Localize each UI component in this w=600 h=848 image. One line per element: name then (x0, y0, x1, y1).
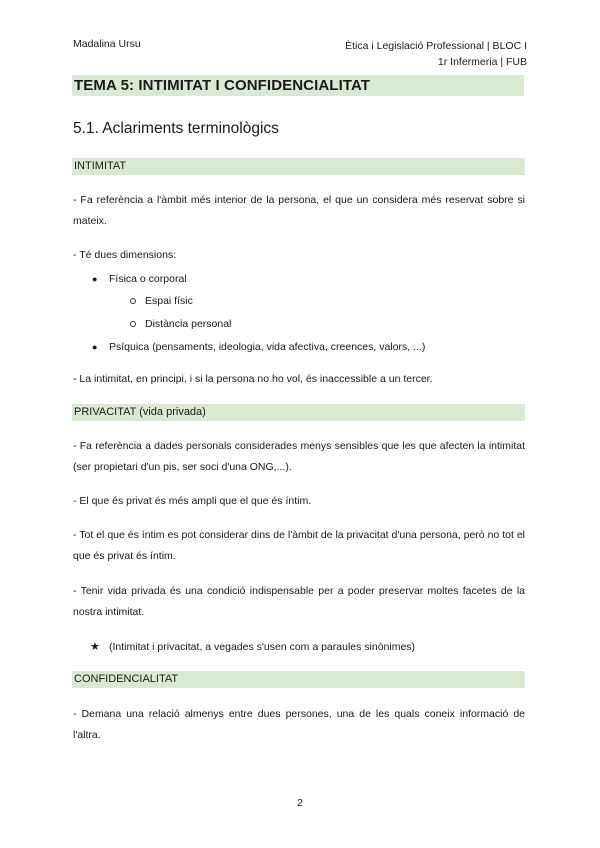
header-course-line2: 1r Infermeria | FUB (437, 56, 527, 68)
list-subitem-espai: Espai físic (145, 295, 193, 307)
privacitat-paragraph-3: - Tot el que és íntim es pot considerar dins de l'àmbit de la privacitat d'una persona, però no tot el que és privat és íntim. (73, 529, 525, 562)
intimitat-paragraph-2: - Té dues dimensions: (73, 249, 177, 261)
heading-confidencialitat: CONFIDENCIALITAT (72, 671, 525, 688)
header-course-line1: Ètica i Legislació Professional | BLOC I (345, 40, 527, 52)
privacitat-paragraph-2: - El que és privat és més ampli que el que és íntim. (73, 495, 312, 507)
section-subtitle: 5.1. Aclariments terminològics (73, 120, 279, 137)
intimitat-paragraph-1: - Fa referència a l'àmbit més interior de la persona, el que un considera més reservat sobre si mateix. (73, 194, 525, 227)
list-subitem-distancia: Distància personal (145, 318, 232, 330)
list-item-psiquica: Psíquica (pensaments, ideologia, vida afectiva, creences, valors, ...) (109, 341, 426, 353)
confidencialitat-paragraph-1: - Demana una relació almenys entre dues persones, una de les quals coneix informació de l'altra. (73, 708, 525, 741)
header-author: Madalina Ursu (73, 38, 141, 50)
circle-bullet-icon (130, 321, 136, 327)
page-title: TEMA 5: INTIMITAT I CONFIDENCIALITAT (72, 75, 524, 96)
page-number: 2 (297, 797, 303, 809)
privacitat-note: (Intimitat i privacitat, a vegades s'usen com a paraules sinònimes) (109, 641, 416, 653)
intimitat-paragraph-3: - La intimitat, en principi, i si la persona no ho vol, és inaccessible a un tercer. (73, 373, 433, 385)
privacitat-paragraph-4: - Tenir vida privada és una condició indispensable per a poder preservar moltes facetes de la nostra intimitat. (73, 585, 525, 618)
list-item-fisica: Física o corporal (109, 273, 187, 285)
circle-bullet-icon (130, 298, 136, 304)
bullet-icon: ● (92, 342, 98, 352)
heading-privacitat: PRIVACITAT (vida privada) (72, 404, 525, 421)
bullet-icon: ● (92, 274, 98, 284)
privacitat-paragraph-1: - Fa referència a dades personals considerades menys sensibles que les que afecten la intimitat (ser propietari d'un pis, ser soci d'una ONG,...). (73, 440, 525, 473)
header-course (345, 38, 527, 70)
heading-intimitat: INTIMITAT (72, 158, 525, 175)
star-icon: ★ (90, 641, 100, 653)
